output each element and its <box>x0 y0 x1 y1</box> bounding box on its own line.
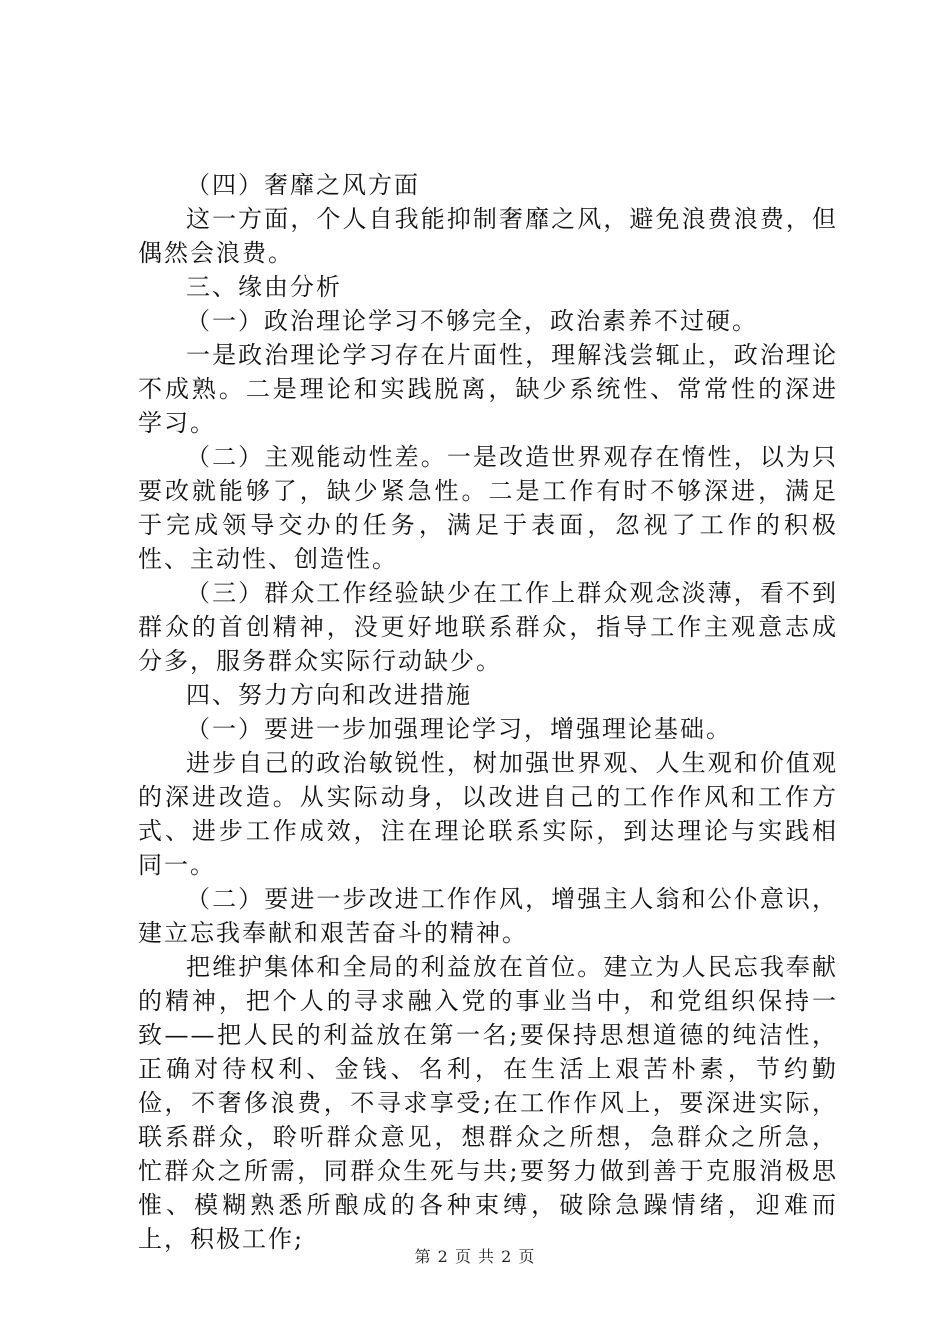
document-body <box>138 168 838 1256</box>
paragraph-cause-2: （二）主观能动性差。一是改造世界观存在惰性，以为只要改就能够了，缺少紧急性。二是工作有时不够深进，满足于完成领导交办的任务，满足于表面，忽视了工作的积极性、主动性、创造性。 <box>138 443 838 573</box>
heading-measure-1: （一）要进一步加强理论学习，增强理论基础。 <box>186 715 732 743</box>
paragraph-extravagance: 这一方面，个人自我能抑制奢靡之风，避免浪费浪费，但偶然会浪费。 <box>138 205 838 267</box>
heading-cause-analysis: 三、缘由分析 <box>186 273 342 301</box>
paragraph-measure-1: 进步自己的政治敏锐性，树加强世界观、人生观和价值观的深进改造。从实际动身，以改进自己的工作作风和工作方式、进步工作成效，注在理论联系实际，到达理论与实践相同一。 <box>138 749 838 879</box>
page-number-footer: 第 2 页 共 2 页 <box>414 1247 536 1266</box>
heading-extravagance: （四）奢靡之风方面 <box>186 171 420 199</box>
paragraph-measure-2: 把维护集体和全局的利益放在首位。建立为人民忘我奉献的精神，把个人的寻求融入党的事业当中，和党组织保持一致——把人民的利益放在第一名;要保持思想道德的纯洁性，正确对待权利、金钱、名利，在生活上艰苦朴素，节约勤俭，不奢侈浪费，不寻求享受;在工作作风上，要深进实际，联系群众，聆听群众意见，想群众之所想，急群众之所急，忙群众之所需，同群众生死与共;要努力做到善于克服消极思惟、模糊熟悉所酿成的各种束缚，破除急躁情绪，迎难而上，积极工作; <box>138 953 838 1253</box>
paragraph-cause-3: （三）群众工作经验缺少在工作上群众观念淡薄，看不到群众的首创精神，没更好地联系群众，指导工作主观意志成分多，服务群众实际行动缺少。 <box>138 579 838 675</box>
heading-measure-2: （二）要进一步改进工作作风，增强主人翁和公仆意识，建立忘我奉献和艰苦奋斗的精神。 <box>138 885 838 947</box>
paragraph-cause-1: 一是政治理论学习存在片面性，理解浅尝辄止，政治理论不成熟。二是理论和实践脱离，缺少系统性、常常性的深进学习。 <box>138 341 838 437</box>
heading-cause-1: （一）政治理论学习不够完全，政治素养不过硬。 <box>186 307 758 335</box>
heading-improvement: 四、努力方向和改进措施 <box>186 681 472 709</box>
